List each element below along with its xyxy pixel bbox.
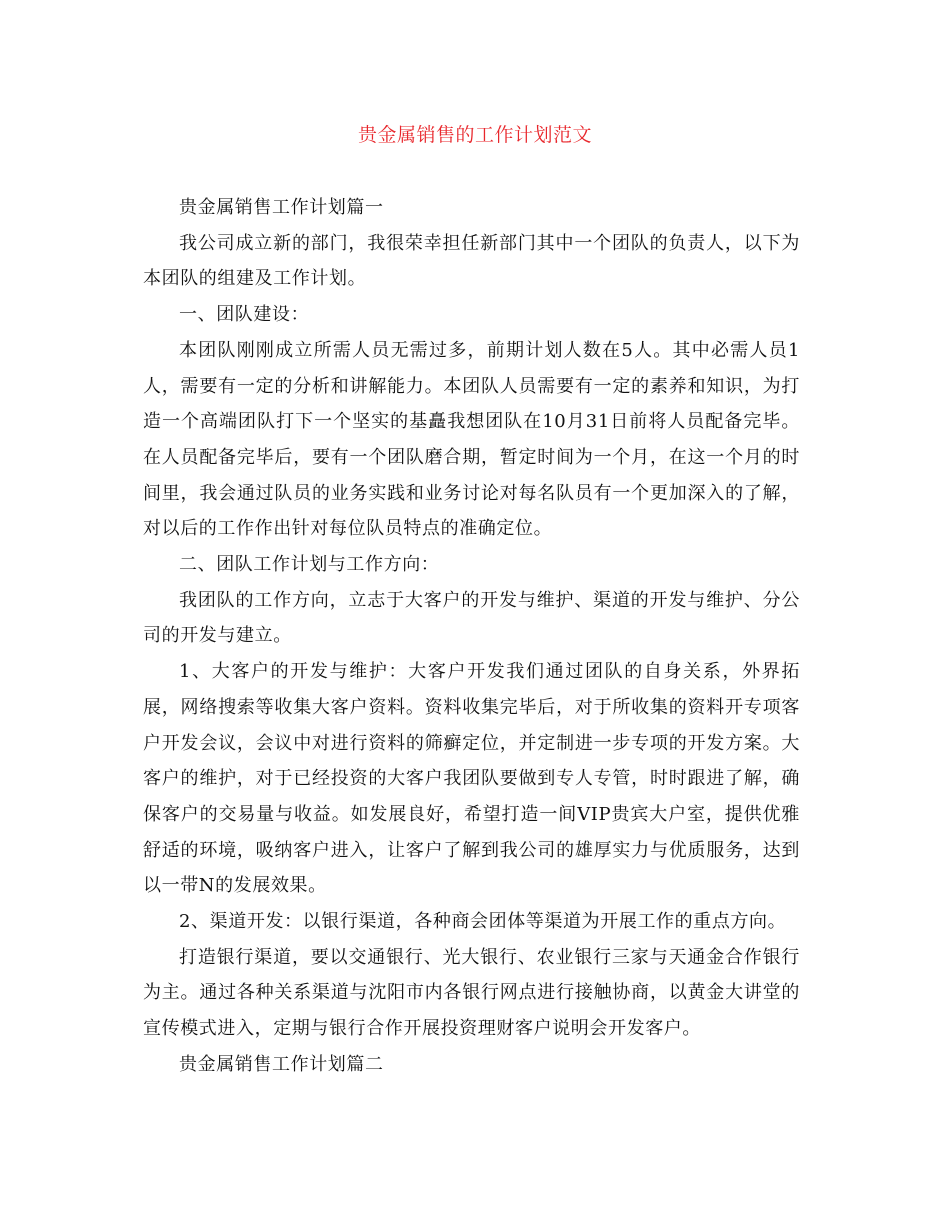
- subheading-work-plan: 二、团队工作计划与工作方向：: [179, 554, 440, 576]
- paragraph-work-direction: 我团队的工作方向，立志于大客户的开发与维护、渠道的开发与维护、分公司的开发与建立。: [143, 589, 800, 647]
- section-heading-1: 贵金属销售工作计划篇一: [179, 197, 384, 218]
- document-body: [143, 190, 800, 1083]
- paragraph-key-accounts: 1、大客户的开发与维护：大客户开发我们通过团队的自身关系，外界拓展，网络搜索等收集大客户资料。资料收集完毕后，对于所收集的资料开专项客户开发会议，会议中对进行资料的筛癣定位，并定制进一步专项的开发方案。大客户的维护，对于已经投资的大客户我团队要做到专人专管，时时跟进了解，确保客户的交易量与收益。如发展良好，希望打造一间VIP贵宾大户室，提供优雅舒适的环境，吸纳客户进入，让客户了解到我公司的雄厚实力与优质服务，达到以一带N的发展效果。: [143, 661, 800, 897]
- document-title: 贵金属销售的工作计划范文: [357, 124, 592, 146]
- paragraph-intro: 我公司成立新的部门，我很荣幸担任新部门其中一个团队的负责人，以下为本团队的组建及工作计划。: [143, 232, 800, 290]
- paragraph-team-building: 本团队刚刚成立所需人员无需过多，前期计划人数在5人。其中必需人员1人，需要有一定的分析和讲解能力。本团队人员需要有一定的素养和知识，为打造一个高端团队打下一个坚实的基矗我想团队在10月31日前将人员配备完毕。在人员配备完毕后，要有一个团队磨合期，暂定时间为一个月，在这一个月的时间里，我会通过队员的业务实践和业务讨论对每名队员有一个更加深入的了解，对以后的工作作出针对每位队员特点的准确定位。: [143, 339, 800, 540]
- section-heading-2: 贵金属销售工作计划篇二: [179, 1053, 384, 1075]
- paragraph-channel-dev: 2、渠道开发：以银行渠道，各种商会团体等渠道为开展工作的重点方向。: [179, 911, 787, 933]
- paragraph-bank-channel: 打造银行渠道，要以交通银行、光大银行、农业银行三家与天通金合作银行为主。通过各种关系渠道与沈阳市内各银行网点进行接触协商，以黄金大讲堂的宣传模式进入，定期与银行合作开展投资理财客户说明会开发客户。: [143, 946, 800, 1040]
- subheading-team-building: 一、团队建设：: [179, 304, 310, 326]
